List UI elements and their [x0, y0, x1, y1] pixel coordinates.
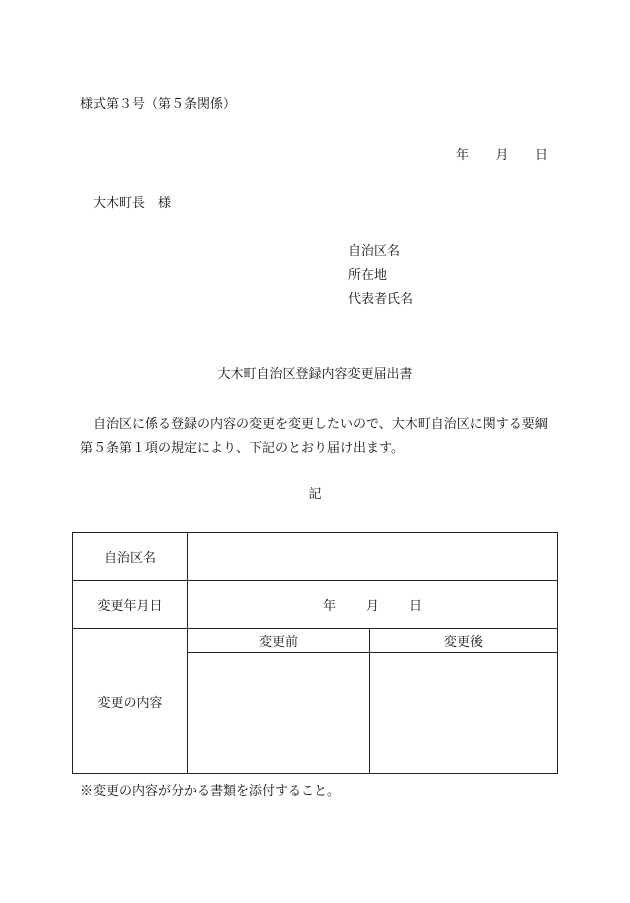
date-day: 日 — [534, 148, 548, 163]
district-name-field[interactable] — [188, 533, 558, 581]
applicant-representative: 代表者氏名 — [348, 292, 414, 307]
district-name-label: 自治区名 — [73, 533, 188, 581]
date-month: 月 — [495, 148, 509, 163]
change-date-field[interactable] — [188, 581, 558, 629]
change-date-day: 日 — [409, 599, 423, 614]
change-date-month: 月 — [365, 599, 379, 614]
before-field[interactable] — [188, 653, 370, 774]
applicant-district-name: 自治区名 — [348, 244, 401, 259]
change-date-label: 変更年月日 — [73, 581, 188, 629]
applicant-block — [348, 244, 413, 316]
form-table — [72, 532, 558, 774]
after-header: 変更後 — [370, 629, 558, 653]
applicant-address: 所在地 — [348, 268, 388, 283]
ki-heading: 記 — [308, 487, 322, 502]
addressee: 大木町長 様 — [93, 196, 172, 211]
table-row — [73, 629, 558, 653]
footnote: ※変更の内容が分かる書類を添付すること。 — [80, 784, 341, 799]
table-row — [73, 533, 558, 581]
form-number: 様式第３号（第５条関係） — [80, 97, 237, 112]
after-field[interactable] — [370, 653, 558, 774]
date-year: 年 — [456, 148, 470, 163]
table-row — [73, 581, 558, 629]
body-text: 自治区に係る登録の内容の変更を変更したいので、大木町自治区に関する要綱第５条第１項の規定により、下記のとおり届け出ます。 — [80, 417, 548, 456]
change-date-year: 年 — [322, 599, 336, 614]
document-title: 大木町自治区登録内容変更届出書 — [217, 367, 413, 382]
before-header: 変更前 — [188, 629, 370, 653]
submission-date — [456, 148, 548, 164]
change-content-label: 変更の内容 — [73, 629, 188, 774]
